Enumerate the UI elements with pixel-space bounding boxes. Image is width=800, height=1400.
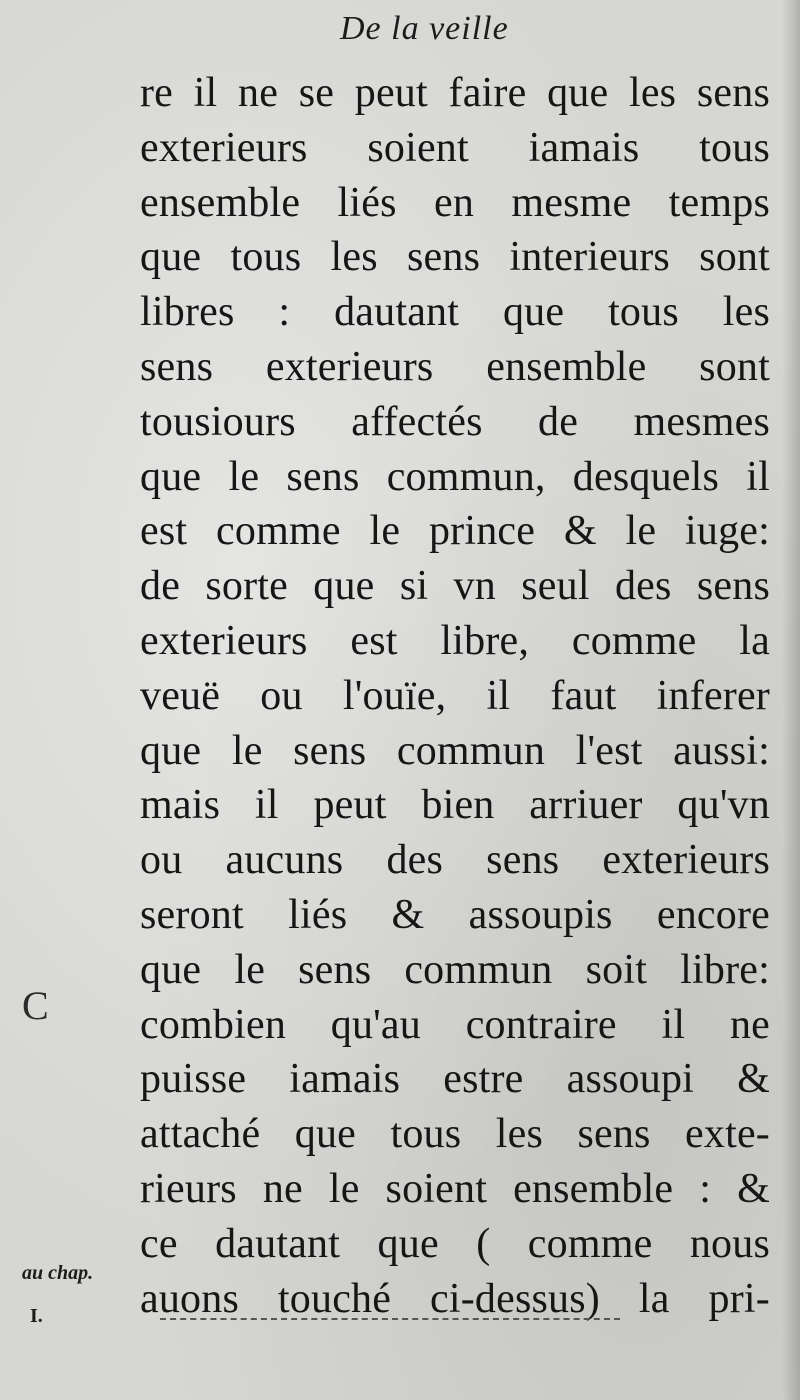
text-line: de sorte que si vn seul des sens	[140, 563, 770, 610]
text-line: puisse iamais estre assoupi &	[140, 1056, 770, 1103]
text-line: mais il peut bien arriuer qu'vn	[140, 782, 770, 829]
margin-note-number: I.	[30, 1305, 43, 1327]
text-line: que le sens commun soit libre:	[140, 946, 770, 993]
text-line: seront liés & assoupis encore	[140, 891, 770, 938]
text-line: que tous les sens interieurs sont	[140, 234, 770, 281]
body-text	[140, 66, 770, 1326]
text-line: ou aucuns des sens exterieurs	[140, 837, 770, 884]
text-line: attaché que tous les sens exte-	[140, 1111, 770, 1158]
text-line: tousiours affectés de mesmes	[140, 398, 770, 445]
text-line: rieurs ne le soient ensemble : &	[140, 1165, 770, 1212]
text-line: combien qu'au contraire il ne	[140, 1001, 770, 1048]
text-line: exterieurs soient iamais tous	[140, 124, 770, 171]
margin-mark: C	[22, 983, 49, 1028]
text-line: re il ne se peut faire que les sens	[140, 70, 770, 116]
text-line: veuë ou l'ouïe, il faut inferer	[140, 672, 770, 719]
margin-note: au chap.	[22, 1262, 94, 1284]
text-line: ce dautant que ( comme nous	[140, 1220, 770, 1267]
running-title: De la veille	[340, 10, 509, 47]
text-line: ensemble liés en mesme temps	[140, 179, 770, 226]
text-line: exterieurs est libre, comme la	[140, 617, 770, 664]
text-line: libres : dautant que tous les	[140, 289, 770, 336]
text-line: sens exterieurs ensemble sont	[140, 343, 770, 390]
bottom-rule	[160, 1318, 620, 1320]
text-line: que le sens commun, desquels il	[140, 453, 770, 500]
text-line: est comme le prince & le iuge:	[140, 508, 770, 555]
page-gutter-shadow	[782, 0, 800, 1400]
text-line: que le sens commun l'est aussi:	[140, 727, 770, 774]
text-line: auons touché ci-dessus) la pri-	[140, 1275, 770, 1322]
